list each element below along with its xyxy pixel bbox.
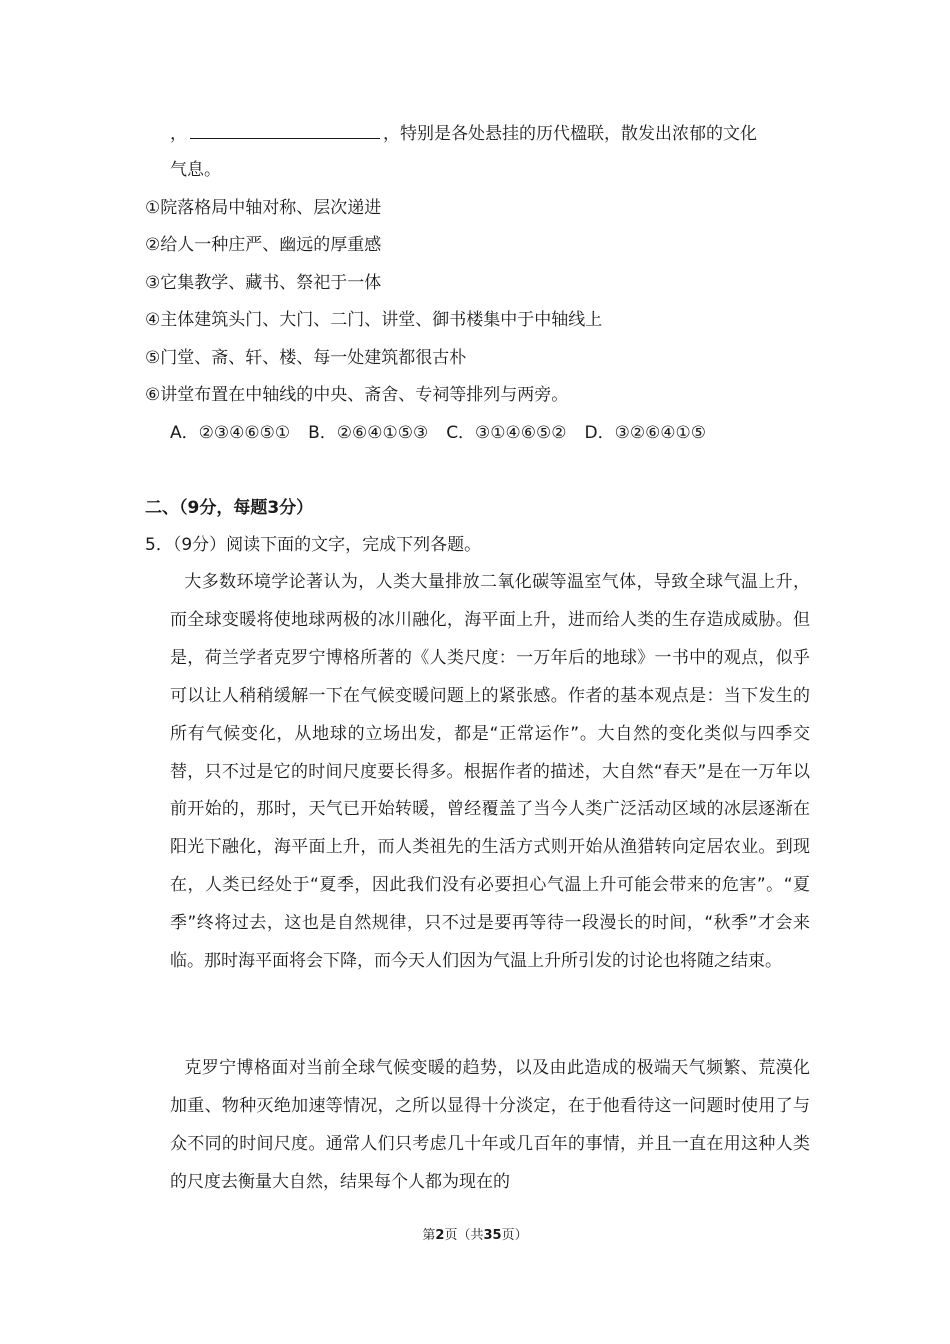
q4-item-4: ④主体建筑头门、大门、二门、讲堂、御书楼集中于中轴线上 [145,310,603,330]
choice-c[interactable]: C．③①④⑥⑤② [446,423,567,443]
footer-mid: 页（共 [444,1228,484,1243]
footer-pre: 第 [422,1228,436,1243]
q4-item-2: ②给人一种庄严、幽远的厚重感 [145,235,382,255]
q4-line1-prefix: ， [170,124,187,144]
page-footer [0,1227,950,1245]
q4-item-6: ⑥讲堂布置在中轴线的中央、斋舍、专祠等排列与两旁。 [145,385,569,405]
q4-item-5: ⑤门堂、斋、轩、楼、每一处建筑都很古朴 [145,348,467,368]
footer-total-pages: 35 [483,1228,502,1243]
q4-item-3: ③它集教学、藏书、祭祀于一体 [145,273,382,293]
q5-paragraph-2 [170,1050,810,1202]
answer-blank[interactable] [190,121,380,139]
q4-item-1: ①院落格局中轴对称、层次递进 [145,198,382,218]
q5-paragraph-1-text: 大多数环境学论著认为，人类大量排放二氧化碳等温室气体，导致全球气温上升，而全球变暖将使地球两极的冰川融化，海平面上升，进而给人类的生存造成威胁。但是，荷兰学者克罗宁博格所著的《人类尺度：一万年后的地球》一书中的观点，似乎可以让人稍稍缓解一下在气候变暖问题上的紧张感。作者的基本观点是：当下发生的所有气候变化，从地球的立场出发，都是“正常运作”。大自然的变化类似与四季交替，只不过是它的时间尺度要长得多。根据作者的描述，大自然“春天”是在一万年以前开始的，那时，天气已开始转暖，曾经覆盖了当今人类广泛活动区域的冰层逐渐在阳光下融化，海平面上升，而人类祖先的生活方式则开始从渔猎转向定居农业。到现在，人类已经处于“夏季，因此我们没有必要担心气温上升可能会带来的危害”。“夏季”终将过去，这也是自然规律，只不过是要再等待一段漫长的时间，“秋季”才会来临。那时海平面将会下降，而今天人们因为气温上升所引发的讨论也将随之结束。 [170,572,810,972]
q4-line1-suffix: ，特别是各处悬挂的历代楹联，散发出浓郁的文化 [383,124,757,144]
section-title: 二、（9分，每题3分） [145,498,314,518]
q4-choices [170,421,724,445]
footer-page-number: 2 [435,1228,445,1243]
choice-d[interactable]: D．③②⑥④①⑤ [584,423,707,443]
q4-line-1 [170,121,757,146]
choice-b[interactable]: B．②⑥④①⑤③ [308,423,429,443]
q5-paragraph-2-text: 克罗宁博格面对当前全球气候变暖的趋势，以及由此造成的极端天气频繁、荒漠化加重、物种灭绝加速等情况，之所以显得十分淡定，在于他看待这一问题时使用了与众不同的时间尺度。通常人们只考虑几十年或几百年的事情，并且一直在用这种人类的尺度去衡量大自然，结果每个人都为现在的 [170,1058,810,1192]
q4-line-2: 气息。 [170,160,221,180]
choice-a[interactable]: A．②③④⑥⑤① [170,423,291,443]
footer-post: 页） [501,1228,528,1243]
q5-paragraph-1 [170,564,810,981]
q5-header: 5．（9分）阅读下面的文字，完成下列各题。 [145,535,482,555]
